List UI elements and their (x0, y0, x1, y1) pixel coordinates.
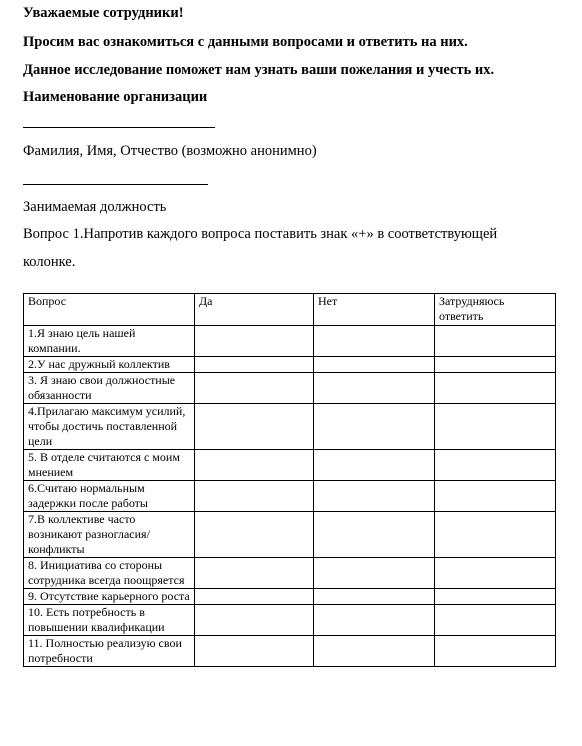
column-header-no: Нет (314, 294, 435, 326)
table-row (24, 512, 556, 558)
answer-cell-yes[interactable] (195, 481, 314, 512)
answer-cell-no[interactable] (314, 589, 435, 605)
table-row (24, 636, 556, 667)
column-header-yes: Да (195, 294, 314, 326)
table-row (24, 589, 556, 605)
question-cell: 5. В отделе считаются с моим мнением (24, 450, 195, 481)
answer-cell-unsure[interactable] (435, 558, 556, 589)
answer-cell-yes[interactable] (195, 357, 314, 373)
answer-cell-no[interactable] (314, 481, 435, 512)
answer-cell-unsure[interactable] (435, 605, 556, 636)
answer-cell-no[interactable] (314, 512, 435, 558)
table-row (24, 605, 556, 636)
answer-cell-yes[interactable] (195, 558, 314, 589)
position-label: Занимаемая должность (23, 199, 167, 215)
answer-cell-no[interactable] (314, 605, 435, 636)
answer-cell-no[interactable] (314, 404, 435, 450)
question-cell: 2.У нас дружный коллектив (24, 357, 195, 373)
instruction-line-1: Вопрос 1.Напротив каждого вопроса поставить знак «+» в соответствующей (23, 226, 498, 242)
answer-cell-yes[interactable] (195, 589, 314, 605)
answer-cell-no[interactable] (314, 357, 435, 373)
question-cell: 8. Инициатива со стороны сотрудника всегда поощряется (24, 558, 195, 589)
table-row (24, 373, 556, 404)
answer-cell-unsure[interactable] (435, 373, 556, 404)
table-header-row (24, 294, 556, 326)
answer-cell-no[interactable] (314, 326, 435, 357)
question-cell: 10. Есть потребность в повышении квалификации (24, 605, 195, 636)
column-header-question: Вопрос (24, 294, 195, 326)
survey-table (23, 293, 556, 667)
purpose-text: Данное исследование поможет нам узнать ваши пожелания и учесть их. (23, 62, 495, 78)
request-text: Просим вас ознакомиться с данными вопросами и ответить на них. (23, 34, 468, 50)
table-row (24, 481, 556, 512)
organization-label: Наименование организации (23, 89, 208, 105)
answer-cell-yes[interactable] (195, 373, 314, 404)
answer-cell-unsure[interactable] (435, 357, 556, 373)
full-name-label: Фамилия, Имя, Отчество (возможно анонимно) (23, 143, 317, 159)
greeting: Уважаемые сотрудники! (23, 5, 184, 21)
table-row (24, 450, 556, 481)
question-cell: 4.Прилагаю максимум усилий, чтобы достичь поставленной цели (24, 404, 195, 450)
answer-cell-yes[interactable] (195, 404, 314, 450)
instruction-line-2: колонке. (23, 254, 76, 270)
answer-cell-unsure[interactable] (435, 404, 556, 450)
answer-cell-yes[interactable] (195, 450, 314, 481)
question-cell: 1.Я знаю цель нашей компании. (24, 326, 195, 357)
answer-cell-unsure[interactable] (435, 481, 556, 512)
question-cell: 9. Отсутствие карьерного роста (24, 589, 195, 605)
table-row (24, 404, 556, 450)
answer-cell-yes[interactable] (195, 605, 314, 636)
answer-cell-yes[interactable] (195, 636, 314, 667)
column-header-unsure: Затрудняюсь ответить (435, 294, 556, 326)
table-row (24, 357, 556, 373)
question-cell: 3. Я знаю свои должностные обязанности (24, 373, 195, 404)
question-cell: 6.Считаю нормальным задержки после работы (24, 481, 195, 512)
full-name-field-line[interactable] (23, 184, 208, 185)
answer-cell-unsure[interactable] (435, 512, 556, 558)
answer-cell-no[interactable] (314, 558, 435, 589)
organization-field-line[interactable] (23, 127, 215, 128)
answer-cell-unsure[interactable] (435, 589, 556, 605)
answer-cell-no[interactable] (314, 450, 435, 481)
answer-cell-yes[interactable] (195, 326, 314, 357)
answer-cell-unsure[interactable] (435, 326, 556, 357)
question-cell: 7.В коллективе часто возникают разногласия/конфликты (24, 512, 195, 558)
answer-cell-no[interactable] (314, 373, 435, 404)
table-row (24, 326, 556, 357)
answer-cell-yes[interactable] (195, 512, 314, 558)
answer-cell-unsure[interactable] (435, 450, 556, 481)
answer-cell-no[interactable] (314, 636, 435, 667)
question-cell: 11. Полностью реализую свои потребности (24, 636, 195, 667)
answer-cell-unsure[interactable] (435, 636, 556, 667)
table-row (24, 558, 556, 589)
